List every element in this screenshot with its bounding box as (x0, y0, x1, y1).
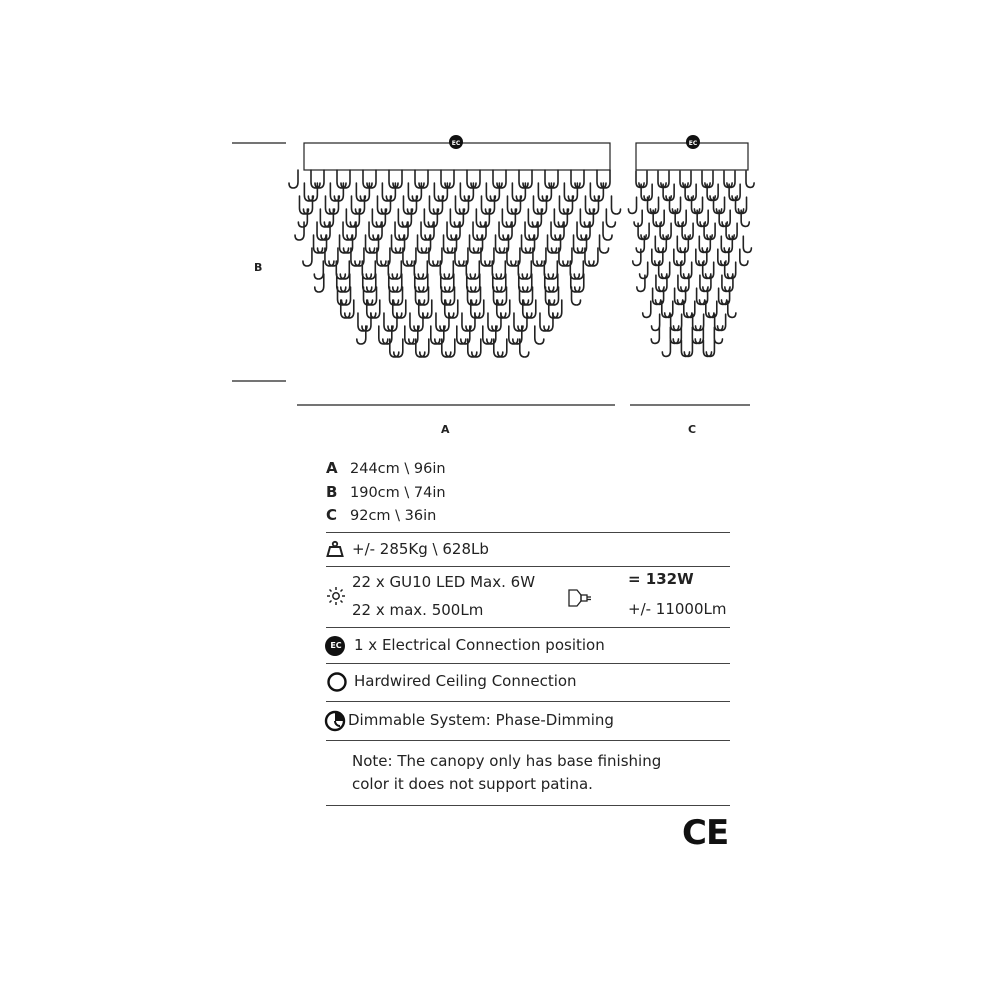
front-crystal-cluster (289, 170, 620, 357)
crystal-hook (611, 196, 620, 214)
crystal-hook (665, 301, 673, 317)
crystal-hook (738, 197, 746, 213)
crystal-hook (696, 314, 704, 330)
dimension-value: 244cm \ 96in (350, 461, 446, 477)
crystal-hook (639, 171, 647, 187)
ring-icon (326, 671, 348, 693)
crystal-hook (683, 171, 691, 187)
note-line-1: Note: The canopy only has base finishing (352, 752, 662, 770)
weight-icon (326, 540, 344, 558)
side-ec-badge-label: EC (688, 140, 698, 147)
depth-label: C (688, 423, 697, 436)
crystal-hook (303, 248, 312, 266)
crystal-hook (716, 197, 724, 213)
gu10-bulb-icon (567, 587, 593, 609)
dimension-row-a (326, 457, 446, 479)
connection-text: 1 x Electrical Connection position (354, 636, 605, 654)
crystal-hook (606, 209, 615, 227)
dimension-row-b (326, 481, 446, 503)
crystal-hook (706, 340, 714, 356)
weight-text: +/- 285Kg \ 628Lb (352, 540, 489, 558)
crystal-hook (662, 262, 670, 278)
crystal-hook (672, 197, 680, 213)
ec-icon-label: EC (330, 641, 342, 650)
divider (326, 532, 730, 533)
crystal-hook (728, 262, 736, 278)
total-watt-text: = 132W (628, 570, 694, 588)
crystal-hook (314, 261, 323, 279)
crystal-hook (636, 171, 644, 187)
divider (326, 627, 730, 628)
dimension-key: A (326, 459, 338, 477)
crystal-hook (628, 197, 636, 213)
crystal-hook (652, 314, 660, 330)
crystal-hook (694, 197, 702, 213)
crystal-hook (674, 314, 682, 330)
dimmer-icon (324, 710, 346, 732)
crystal-hook (746, 171, 754, 187)
height-label: B (254, 261, 263, 274)
crystal-hook (681, 340, 689, 356)
crystal-hook (709, 301, 717, 317)
side-crystal-cluster (628, 171, 754, 356)
ce-mark: CE (682, 813, 729, 853)
crystal-hook (702, 171, 710, 187)
chandelier-drawing (0, 0, 1000, 450)
crystal-hook (718, 314, 726, 330)
dimension-key: C (326, 506, 338, 524)
crystal-hook (535, 326, 544, 344)
ceiling-connection-text: Hardwired Ceiling Connection (354, 672, 577, 690)
light-sun-icon (326, 586, 346, 606)
divider (326, 740, 730, 741)
crystal-hook (706, 262, 714, 278)
crystal-hook (684, 340, 692, 356)
crystal-hook (680, 171, 688, 187)
divider (326, 663, 730, 664)
crystal-hook (703, 340, 711, 356)
dimension-value: 190cm \ 74in (350, 485, 446, 501)
bulb-spec-text: 22 x GU10 LED Max. 6W (352, 573, 536, 591)
dimming-text: Dimmable System: Phase-Dimming (348, 711, 614, 729)
dimension-value: 92cm \ 36in (350, 508, 437, 524)
crystal-hook (640, 262, 648, 278)
crystal-hook (684, 262, 692, 278)
crystal-hook (724, 171, 732, 187)
crystal-hook (650, 197, 658, 213)
crystal-hook (661, 171, 669, 187)
product-drawing (0, 0, 1000, 450)
crystal-hook (705, 171, 713, 187)
divider (326, 701, 730, 702)
divider (326, 566, 730, 567)
crystal-hook (658, 171, 666, 187)
divider (326, 805, 730, 806)
crystal-hook (743, 236, 751, 252)
crystal-hook (662, 340, 670, 356)
width-label: A (441, 423, 450, 436)
crystal-hook (289, 170, 298, 188)
crystal-hook (643, 301, 651, 317)
crystal-hook (687, 301, 695, 317)
note-line-2: color it does not support patina. (352, 775, 593, 793)
front-ec-badge-label: EC (451, 140, 461, 147)
crystal-hook (727, 171, 735, 187)
dimension-key: B (326, 483, 338, 501)
lumen-spec-text: 22 x max. 500Lm (352, 601, 484, 619)
dimension-row-c (326, 504, 436, 526)
total-lumen-text: +/- 11000Lm (628, 600, 727, 618)
